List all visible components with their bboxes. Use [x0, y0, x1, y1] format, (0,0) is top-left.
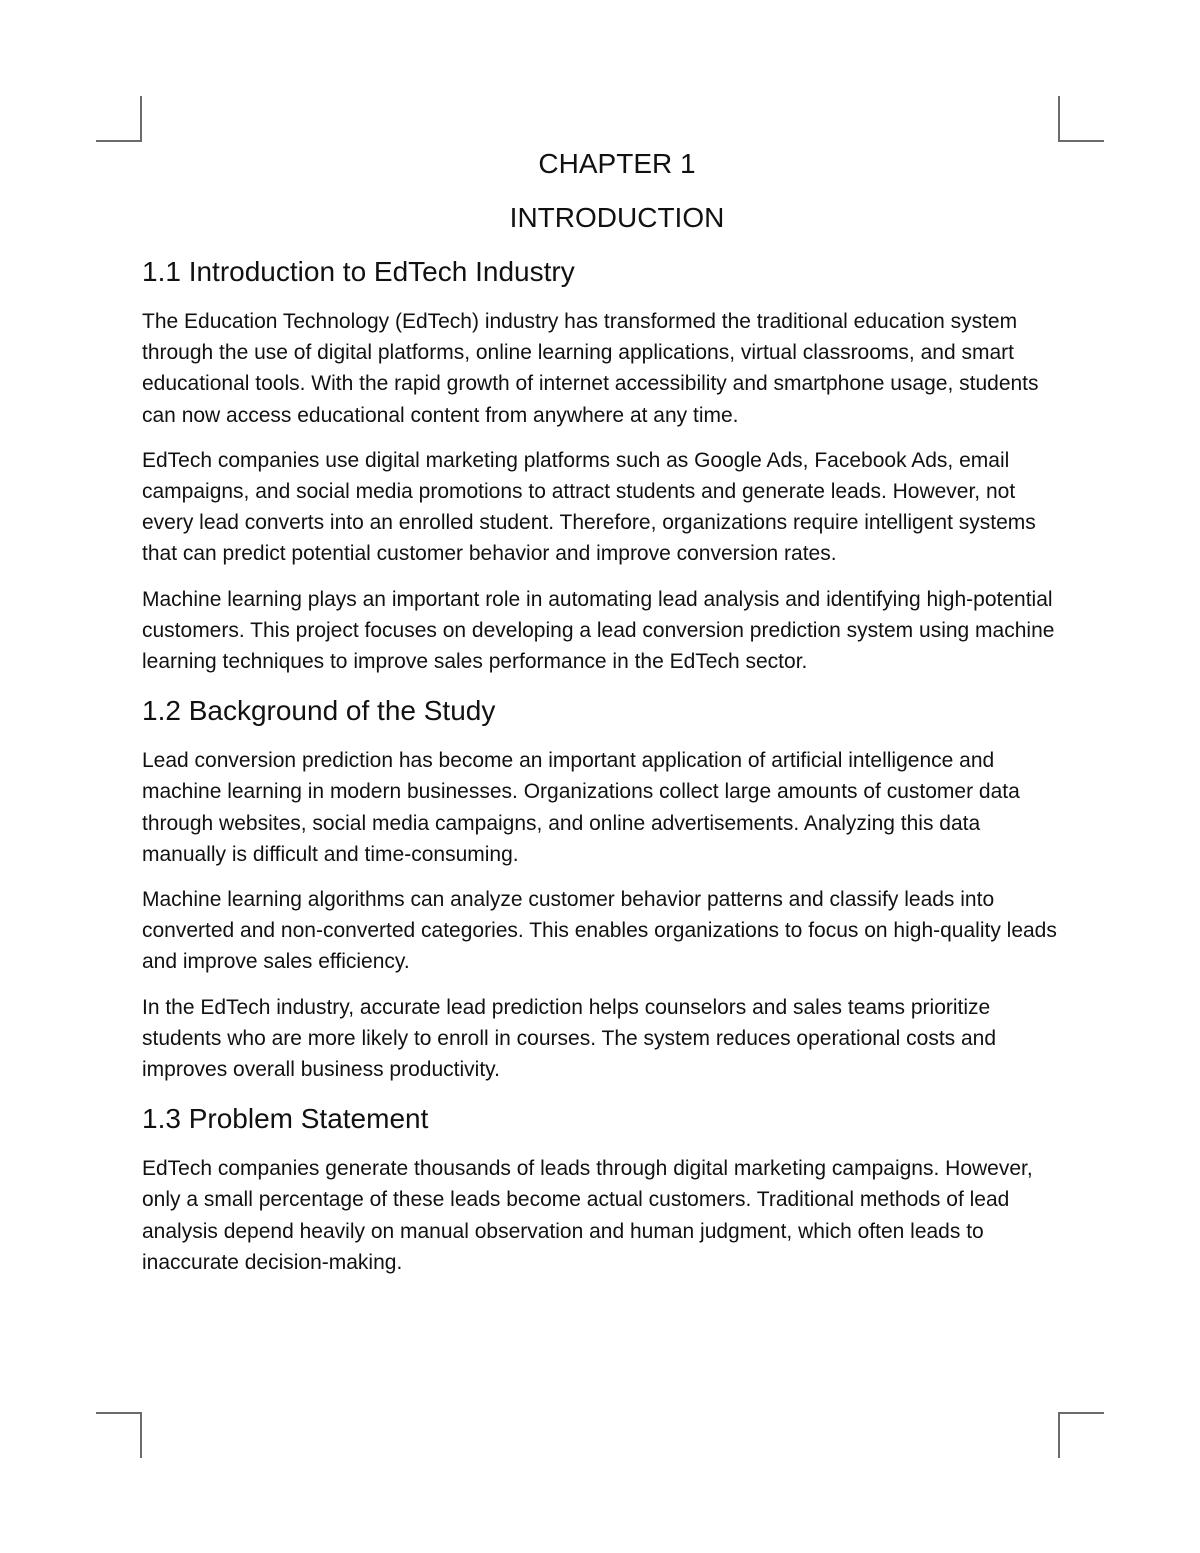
page-content	[142, 140, 1062, 1292]
crop-mark-top-right	[1058, 96, 1104, 142]
crop-mark-top-left	[96, 96, 142, 142]
paragraph: EdTech companies generate thousands of leads through digital marketing campaigns. However, only a small percentage of these leads become actual customers. Traditional methods of lead analysis depend heavily on manual observation and human judgment, which often leads to inaccurate decision-making.	[142, 1157, 1033, 1274]
paragraph: In the EdTech industry, accurate lead prediction helps counselors and sales teams prioritize students who are more likely to enroll in courses. The system reduces operational costs and improves overall business productivity.	[142, 995, 997, 1082]
section-background-study	[142, 691, 1062, 1085]
paragraph: The Education Technology (EdTech) industry has transformed the traditional education system through the use of digital platforms, online learning applications, virtual classrooms, and smart educational tools. With the rapid growth of internet accessibility and smartphone usage, students can now access educational content from anywhere at any time.	[142, 310, 1039, 427]
section-heading: 1.1 Introduction to EdTech Industry	[142, 256, 575, 287]
paragraph: Machine learning algorithms can analyze customer behavior patterns and classify leads into converted and non-converted categories. This enables organizations to focus on high-quality leads and improve sales efficiency.	[142, 888, 1057, 974]
paragraph: Lead conversion prediction has become an important application of artificial intelligence and machine learning in modern businesses. Organizations collect large amounts of customer data through websites, social media campaigns, and online advertisements. Analyzing this data manually is difficult and time-consuming.	[142, 749, 1020, 866]
section-heading: 1.3 Problem Statement	[142, 1103, 429, 1135]
chapter-title: INTRODUCTION	[509, 202, 725, 233]
section-introduction-edtech	[142, 252, 1062, 677]
chapter-label: CHAPTER 1	[538, 148, 696, 179]
section-heading: 1.2 Background of the Study	[142, 695, 496, 727]
section-problem-statement	[142, 1099, 1062, 1278]
paragraph: EdTech companies use digital marketing platforms such as Google Ads, Facebook Ads, email campaigns, and social media promotions to attract students and generate leads. However, not every lead converts into an enrolled student. Therefore, organizations require intelligent systems that can predict potential customer behavior and improve conversion rates.	[142, 448, 1036, 566]
paragraph: Machine learning plays an important role in automating lead analysis and identifying high-potential customers. This project focuses on developing a lead conversion prediction system using machine learning techniques to improve sales performance in the EdTech sector.	[142, 587, 1055, 674]
crop-mark-bottom-right	[1058, 1412, 1104, 1458]
crop-mark-bottom-left	[96, 1412, 142, 1458]
